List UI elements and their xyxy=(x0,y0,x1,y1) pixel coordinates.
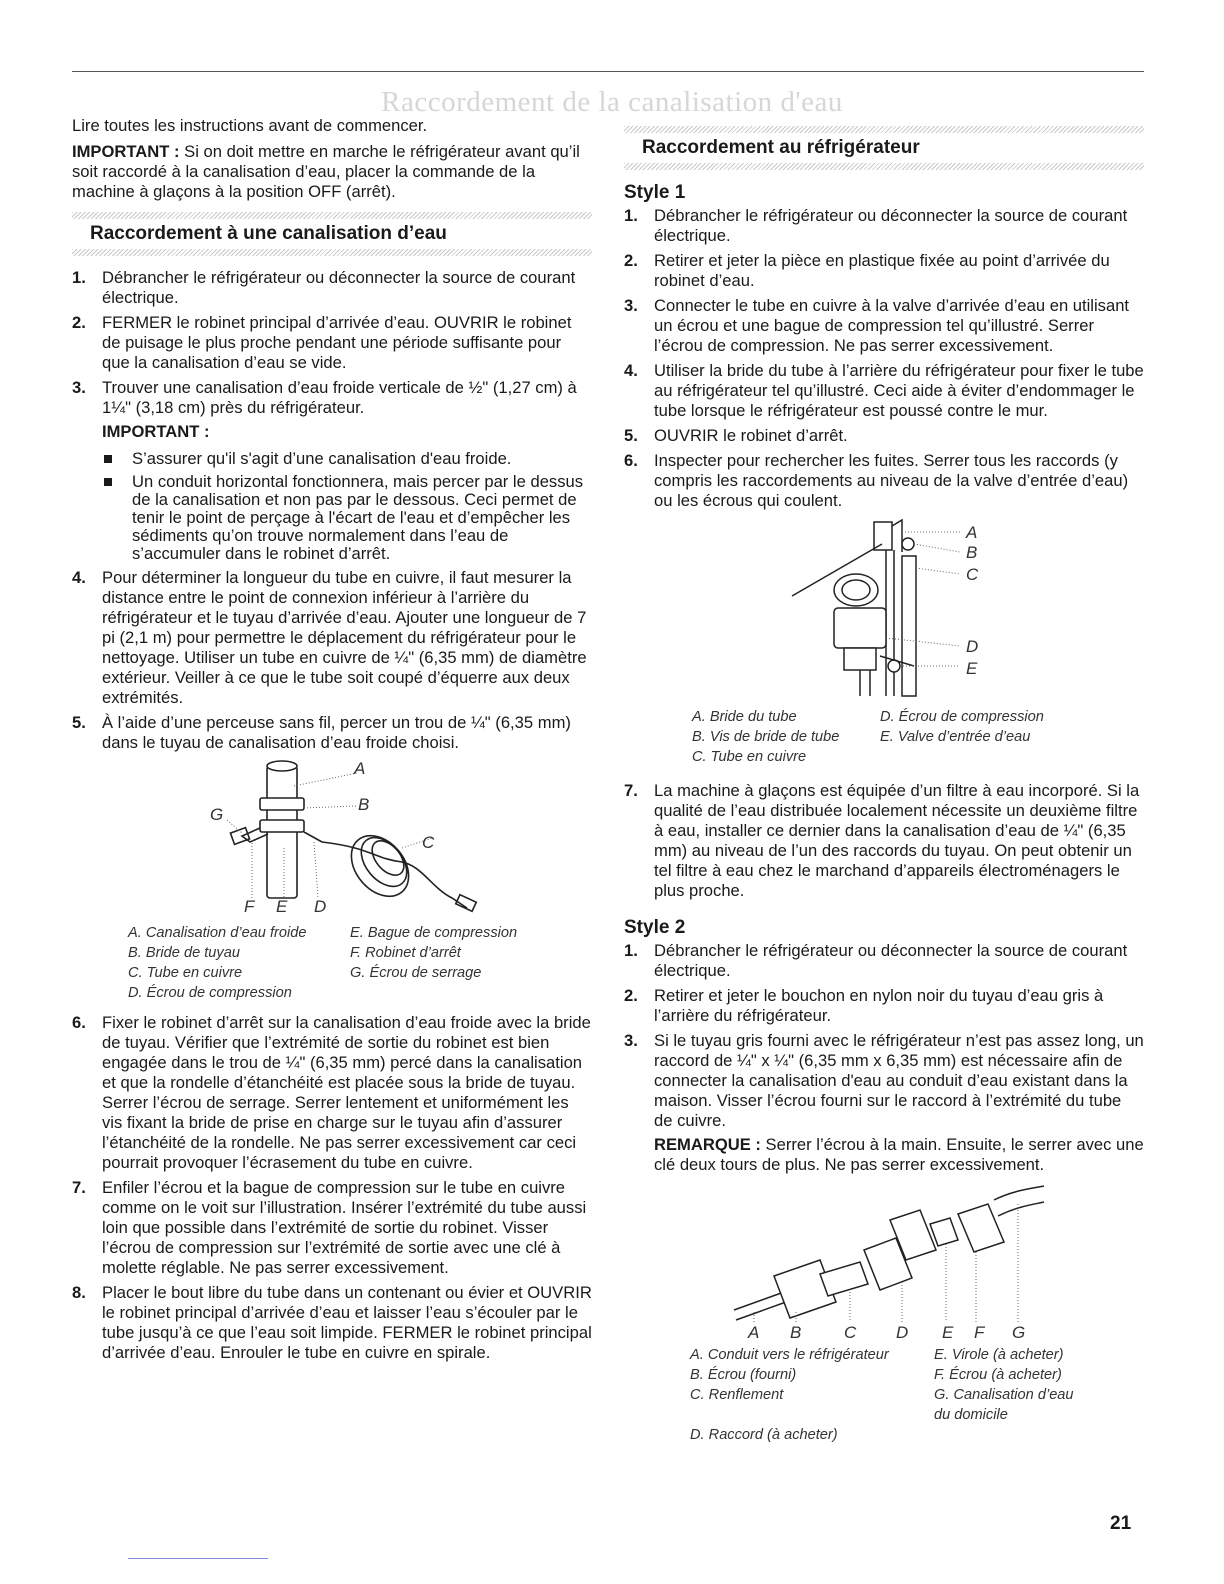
fig1-label-a: A xyxy=(354,759,366,778)
step-text: Utiliser la bride du tube à l’arrière du réfrigérateur pour fixer le tube au réfrigérateur tel qu’illustré. Ceci aide à éviter d’endommager le tube lorsque le réfrigérateur est poussé contre le mur. xyxy=(654,361,1144,420)
fig3-label-a: A xyxy=(748,1323,760,1340)
list-item xyxy=(72,1013,592,1173)
style1-title: Style 1 xyxy=(624,182,686,203)
caption-item: A. Canalisation d’eau froide xyxy=(128,925,307,941)
bullet-text: Un conduit horizontal fonctionnera, mais percer par le dessus de la canalisation et non pas par le dessous. Ceci permet de tenir le point de perçage à l'écart de l'eau et d’empêcher les sédiments qu’on trouve normalement dans l’eau de s’accumuler dans le robinet d’arrêt. xyxy=(132,472,584,563)
fig2-label-c: C xyxy=(966,565,979,584)
step-text: Placer le bout libre du tube dans un contenant ou évier et OUVRIR le robinet principal d’arrivée d’eau et laisser l’eau s’écouler par le tube jusqu’à ce que l’eau soit limpide. FERMER le robinet principal d’arrivée d’eau. Enrouler le tube en cuivre en spirale. xyxy=(102,1283,592,1362)
caption-item: A. Conduit vers le réfrigérateur xyxy=(690,1347,889,1363)
step-number: 6. xyxy=(72,1013,86,1032)
list-item xyxy=(624,361,1144,421)
list-item xyxy=(624,451,1144,511)
figure-inlet-valve xyxy=(624,516,1144,767)
step-text: Inspecter pour rechercher les fuites. Serrer tous les raccords (y compris les raccordements au niveau de la valve d’entrée d’eau) ou les écrous qui coulent. xyxy=(654,451,1129,510)
step-number: 7. xyxy=(72,1178,86,1197)
list-item xyxy=(72,713,592,753)
fig3-label-e: E xyxy=(942,1323,954,1340)
figure-fitting-assembly xyxy=(624,1180,1144,1445)
step-text: Retirer et jeter la pièce en plastique fixée au point d’arrivée du robinet d’eau. xyxy=(654,251,1110,290)
style1-step7 xyxy=(624,781,1144,901)
list-item xyxy=(624,426,1144,446)
caption-item: F. Robinet d’arrêt xyxy=(350,945,461,961)
intro-text: Lire toutes les instructions avant de commencer. xyxy=(72,116,428,135)
step-number: 6. xyxy=(624,451,638,470)
fig3-label-d: D xyxy=(896,1323,909,1340)
step-number: 8. xyxy=(72,1283,86,1302)
step-number: 5. xyxy=(624,426,638,445)
remarque-label: REMARQUE : xyxy=(654,1135,761,1154)
caption-item xyxy=(934,1425,1084,1445)
step-text: La machine à glaçons est équipée d’un filtre à eau incorporé. Si la qualité de l’eau distribuée localement nécessite un deuxième filtre à eau, installer ce dernier dans la canalisation d’eau de ¼" (6,35 mm) au niveau de l’un des raccords du tuyau. On peut obtenir un tel filtre à eau chez le marchand d’appareils électroménagers le plus proche. xyxy=(654,781,1140,900)
caption-item xyxy=(350,983,550,1003)
page-title: Raccordement de la canalisation d'eau xyxy=(381,86,843,118)
list-item xyxy=(72,313,592,373)
bullet-item xyxy=(102,450,592,468)
figure-caption xyxy=(692,707,1144,767)
step-text: Connecter le tube en cuivre à la valve d’arrivée d’eau en utilisant un écrou et une bague de compression tel qu’illustré. Serrer l’écrou de compression. Ne pas serrer excessivement. xyxy=(654,296,1130,355)
caption-item: A. Bride du tube xyxy=(692,709,797,725)
step-text: Retirer et jeter le bouchon en nylon noir du tuyau d’eau gris à l’arrière du réfrigérateur. xyxy=(654,986,1104,1025)
fig2-label-a: A xyxy=(966,523,978,542)
step3-important-label: IMPORTANT : xyxy=(102,422,210,441)
caption-item: B. Vis de bride de tube xyxy=(692,729,840,745)
hatch-divider xyxy=(624,126,1144,133)
list-item xyxy=(72,1283,592,1363)
list-item xyxy=(624,206,1144,246)
fig1-label-c: C xyxy=(422,833,435,852)
important-label: IMPORTANT : xyxy=(72,142,180,161)
caption-item: F. Écrou (à acheter) xyxy=(934,1367,1062,1383)
step-number: 1. xyxy=(72,268,86,287)
step-number: 2. xyxy=(624,251,638,270)
step-text: OUVRIR le robinet d’arrêt. xyxy=(654,426,848,445)
caption-item: G. Canalisation d’eau du domicile xyxy=(934,1387,1074,1423)
right-column xyxy=(624,116,1144,1449)
fig3-label-c: C xyxy=(844,1323,857,1340)
step-text: Fixer le robinet d’arrêt sur la canalisation d’eau froide avec la bride de tuyau. Vérifier que l’extrémité de sortie du robinet est bien engagée dans le trou de ¼" (6,35 mm) percé dans la canalisation et que la rondelle d’étanchéité est placée sous la bride de tuyau. Serrer l’écrou de serrage. Serrer lentement et uniformément les vis fixant la bride de prise en charge sur le tuyau afin d’assurer l’étanchéité de la rondelle. Ne pas serrer excessivement car ceci pourrait provoquer l’écrasement du tube en cuivre. xyxy=(102,1013,591,1172)
step-text: FERMER le robinet principal d’arrivée d’eau. OUVRIR le robinet de puisage le plus proche pendant une période suffisante pour que la canalisation d’eau se vide. xyxy=(102,313,572,372)
fig1-label-f: F xyxy=(244,897,255,916)
caption-item: B. Écrou (fourni) xyxy=(690,1367,797,1383)
caption-item: E. Valve d’entrée d’eau xyxy=(880,729,1031,745)
step-number: 5. xyxy=(72,713,86,732)
remarque-text: Serrer l’écrou à la main. Ensuite, le serrer avec une clé deux tours de plus. Ne pas serrer excessivement. xyxy=(654,1135,1144,1174)
caption-item: C. Renflement xyxy=(690,1387,784,1403)
fig1-label-g: G xyxy=(210,805,224,824)
fig2-label-d: D xyxy=(966,637,979,656)
hatch-divider xyxy=(72,249,592,256)
caption-item xyxy=(880,747,1080,767)
important-text: Si on doit mettre en marche le réfrigérateur avant qu’il soit raccordé à la canalisation d’eau, placer la commande de la machine à glaçons à la position OFF (arrêt). xyxy=(72,142,580,201)
bullet-list xyxy=(102,450,592,563)
step-number: 7. xyxy=(624,781,638,800)
footer-link-line xyxy=(128,1558,268,1559)
fig3-label-g: G xyxy=(1012,1323,1026,1340)
section-title-refrigerator: Raccordement au réfrigérateur xyxy=(642,137,920,158)
caption-item: D. Raccord (à acheter) xyxy=(690,1427,838,1443)
caption-item: C. Tube en cuivre xyxy=(128,965,243,981)
list-item xyxy=(72,268,592,308)
fig2-label-b: B xyxy=(966,543,978,562)
figure-caption xyxy=(690,1345,1144,1445)
step-text: Pour déterminer la longueur du tube en cuivre, il faut mesurer la distance entre le point de connexion inférieur à l’arrière du réfrigérateur et le tuyau d’arrivée d’eau. Ajouter une longueur de 7 pi (2,1 m) pour permettre le déplacement du réfrigérateur pour le nettoyage. Utiliser un tube en cuivre de ¼" (6,35 mm) de diamètre extérieur. Veiller à ce que le tube soit coupé d’équerre aux deux extrémités. xyxy=(102,568,587,707)
section-title-water-line: Raccordement à une canalisation d’eau xyxy=(90,223,447,244)
step-text: Débrancher le réfrigérateur ou déconnecter la source de courant électrique. xyxy=(654,206,1128,245)
hatch-divider xyxy=(72,212,592,219)
steps-list-a xyxy=(72,268,592,753)
fig1-label-e: E xyxy=(276,897,288,916)
step-number: 3. xyxy=(72,378,86,397)
caption-item: G. Écrou de serrage xyxy=(350,965,482,981)
important-note xyxy=(72,142,592,202)
style2-steps xyxy=(624,941,1144,1175)
list-item xyxy=(72,378,592,563)
step-number: 1. xyxy=(624,206,638,225)
bullet-item xyxy=(102,473,592,563)
steps-list-c xyxy=(72,1013,592,1363)
step-number: 2. xyxy=(624,986,638,1005)
section-header-refrigerator xyxy=(624,126,1144,170)
caption-item: E. Virole (à acheter) xyxy=(934,1347,1064,1363)
bullet-text: S’assurer qu'il s'agit d’une canalisation d'eau froide. xyxy=(132,449,512,468)
caption-item: B. Bride de tuyau xyxy=(128,945,240,961)
step-number: 1. xyxy=(624,941,638,960)
fig3-label-f: F xyxy=(974,1323,985,1340)
hatch-divider xyxy=(624,163,1144,170)
list-item xyxy=(624,251,1144,291)
step-number: 2. xyxy=(72,313,86,332)
step-text: Trouver une canalisation d’eau froide verticale de ½" (1,27 cm) à 1¼" (3,18 cm) près du réfrigérateur. xyxy=(102,378,577,417)
step-text: À l’aide d’une perceuse sans fil, percer un trou de ¼" (6,35 mm) dans le tuyau de canalisation d’eau froide choisi. xyxy=(102,713,571,752)
bullet-square-icon xyxy=(104,455,112,463)
step-text: Débrancher le réfrigérateur ou déconnecter la source de courant électrique. xyxy=(654,941,1128,980)
step-text: Débrancher le réfrigérateur ou déconnecter la source de courant électrique. xyxy=(102,268,576,307)
list-item xyxy=(624,986,1144,1026)
list-item xyxy=(624,296,1144,356)
page-number: 21 xyxy=(1110,1513,1132,1534)
fig3-label-b: B xyxy=(790,1323,802,1340)
list-item xyxy=(72,1178,592,1278)
list-item xyxy=(72,568,592,708)
step-text: Si le tuyau gris fourni avec le réfrigérateur n’est pas assez long, un raccord de ¼" x ¼" (6,35 mm x 6,35 mm) est nécessaire afin de connecter la canalisation d'eau au conduit d’eau existant dans la maison. Visser l’écrou fourni sur le raccord à l’extrémité du tube de cuivre. xyxy=(654,1031,1144,1130)
style2-title: Style 2 xyxy=(624,917,686,938)
fitting-assembly-illustration xyxy=(624,1180,1144,1340)
step-number: 3. xyxy=(624,1031,638,1050)
caption-item: E. Bague de compression xyxy=(350,925,518,941)
step-text: Enfiler l’écrou et la bague de compression sur le tube en cuivre comme on le voit sur l’illustration. Insérer l’extrémité du tube aussi loin que possible dans l’extrémité de sortie du robinet. Visser l’écrou de compression sur l’extrémité de sortie avec une clé à molette réglable. Ne pas serrer excessivement. xyxy=(102,1178,587,1277)
caption-item: D. Écrou de compression xyxy=(880,709,1044,725)
list-item xyxy=(624,781,1144,901)
fig1-label-b: B xyxy=(358,795,370,814)
list-item xyxy=(624,941,1144,981)
fig1-label-d: D xyxy=(314,897,327,916)
step-number: 4. xyxy=(72,568,86,587)
style1-steps xyxy=(624,206,1144,511)
step-number: 4. xyxy=(624,361,638,380)
section-header-water-line xyxy=(72,212,592,256)
bullet-square-icon xyxy=(104,478,112,486)
figure-caption xyxy=(128,923,592,1003)
top-rule xyxy=(72,71,1144,72)
caption-item: C. Tube en cuivre xyxy=(692,749,807,765)
fig2-label-e: E xyxy=(966,659,978,678)
left-column xyxy=(72,116,592,1368)
step-number: 3. xyxy=(624,296,638,315)
inlet-valve-illustration xyxy=(624,516,1144,702)
shutoff-valve-illustration xyxy=(72,758,592,918)
list-item xyxy=(624,1031,1144,1175)
remarque-note xyxy=(654,1135,1144,1175)
caption-item: D. Écrou de compression xyxy=(128,985,292,1001)
figure-shutoff-valve xyxy=(72,758,592,1003)
